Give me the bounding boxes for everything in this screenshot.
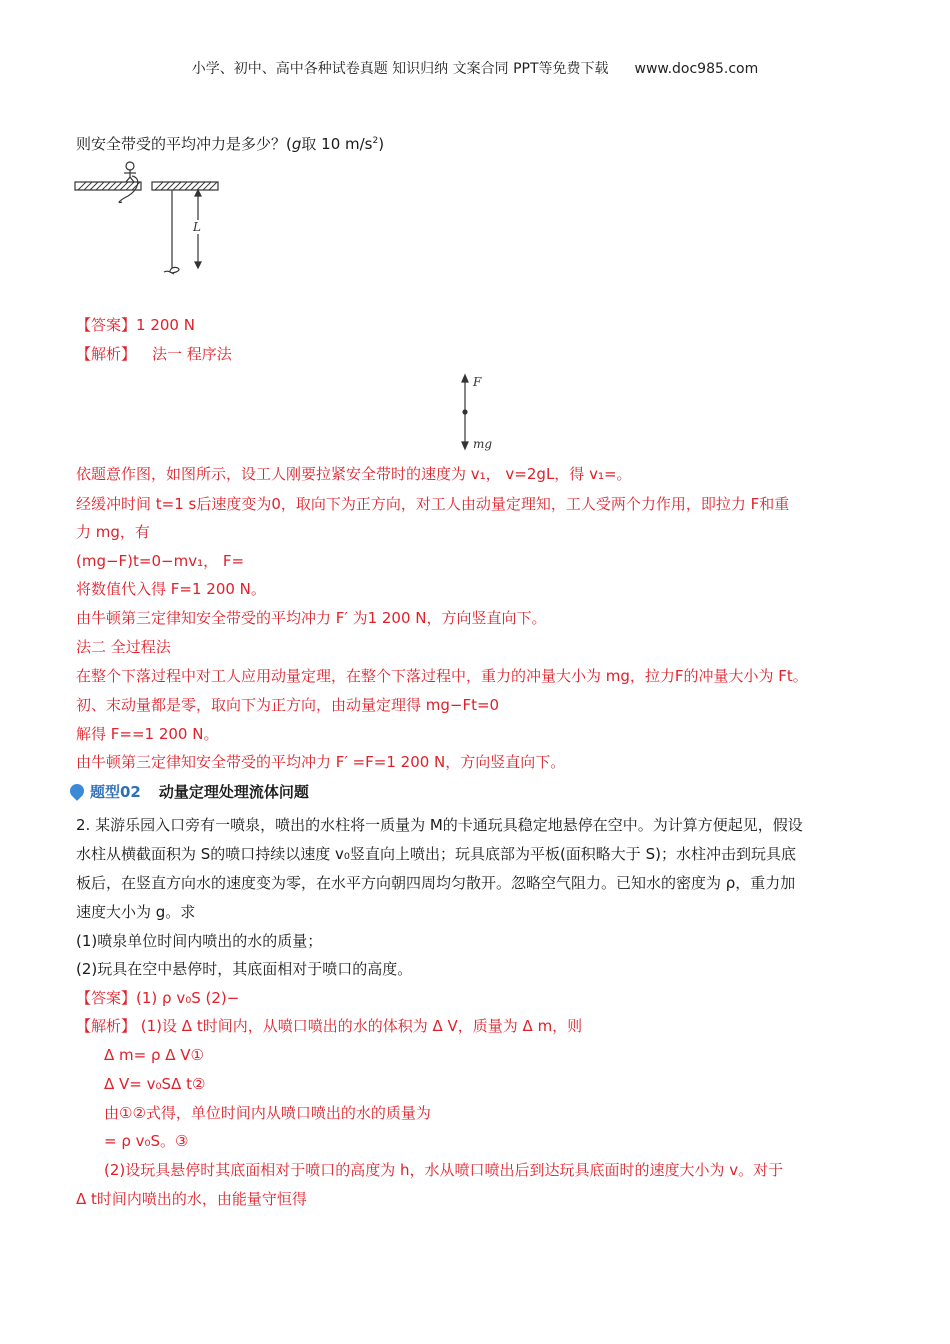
q1-line: 将数值代入得 F=1 200 N。 [76,580,266,598]
answer-label: 【答案】 [76,989,137,1007]
q1-line: 由牛顿第三定律知安全带受的平均冲力 F′ =F=1 200 N，方向竖直向下。 [76,753,566,771]
analysis-label: 【解析】 [76,345,137,363]
map-pin-icon [67,781,87,801]
force-diagram [455,372,515,454]
q1-line: 在整个下落过程中对工人应用动量定理，在整个下落过程中，重力的冲量大小为 mg，拉力F的冲量大小为 Ft。 [76,667,808,685]
analysis-label: 【解析】 [76,1017,137,1035]
q1-line: 力 mg，有 [76,523,150,541]
section-tag: 题型02 [90,783,141,801]
q2-line: Δ m= ρ Δ V① [104,1046,205,1064]
q2-analysis-line [76,1016,582,1036]
q2-line: = ρ v₀S。③ [104,1132,189,1150]
paren-close: ) [378,135,385,153]
header-text: 小学、初中、高中各种试卷真题 知识归纳 文案合同 PPT等免费下载 [191,61,609,77]
method-one: 法一 程序法 [152,345,232,363]
question-tail [76,134,384,154]
q2-stem-line: (1)喷泉单位时间内喷出的水的质量； [76,932,323,950]
section-title: 动量定理处理流体问题 [158,783,309,801]
q2-line: (2)设玩具悬停时其底面相对于喷口的高度为 h，水从喷口喷出后到达玩具底面时的速度大小为 v。对于 [104,1161,784,1179]
q2-stem-line: 板后，在竖直方向水的速度变为零，在水平方向朝四周均匀散开。忽略空气阻力。已知水的密度为 ρ，重力加 [76,874,796,892]
mass-point [462,409,467,414]
g-symbol: g [291,135,302,153]
exponent: 2 [372,136,379,146]
safety-belt-figure [72,160,232,280]
answer-value: 1 200 N [136,316,195,334]
analysis-first: (1)设 Δ t时间内，从喷口喷出的水的体积为 Δ V，质量为 Δ m，则 [136,1017,583,1035]
q2-stem-line: 速度大小为 g。求 [76,903,196,921]
force-F-label: F [473,375,482,389]
q2-line: Δ t时间内喷出的水，由能量守恒得 [76,1190,307,1208]
q2-stem-line: 2. 某游乐园入口旁有一喷泉，喷出的水柱将一质量为 M的卡通玩具稳定地悬停在空中。为计算方便起见，假设 [76,816,803,834]
question-tail-text: 则安全带受的平均冲力是多少？( [76,135,292,153]
header-site-link[interactable]: www.doc985.com [634,61,759,77]
analysis-line-1 [76,344,232,364]
g-value: 取 10 m/s [301,135,373,153]
q1-line: 解得 F==1 200 N。 [76,725,219,743]
answer-value: (1) ρ v₀S (2)− [136,989,240,1007]
q1-line: 由牛顿第三定律知安全带受的平均冲力 F′ 为1 200 N，方向竖直向下。 [76,609,547,627]
q2-stem-line: 水柱从横截面积为 S的喷口持续以速度 v₀竖直向上喷出；玩具底部为平板(面积略大于 S)；水柱冲击到玩具底 [76,845,796,863]
q2-line: Δ V= v₀SΔ t② [104,1075,206,1093]
section-heading [70,781,309,802]
page-header [0,58,950,78]
q2-stem-line: (2)玩具在空中悬停时，其底面相对于喷口的高度。 [76,960,413,978]
length-label: L [193,220,201,234]
q1-line: 法二 全过程法 [76,638,171,656]
force-mg-label: mg [473,437,493,451]
q1-line: 经缓冲时间 t=1 s后速度变为0，取向下为正方向，对工人由动量定理知，工人受两个力作用，即拉力 F和重 [76,495,790,513]
q2-line: 由①②式得，单位时间内从喷口喷出的水的质量为 [104,1104,431,1122]
q1-line: (mg−F)t=0−mv₁， F= [76,552,245,570]
answer-label: 【答案】 [76,316,137,334]
q1-line: 依题意作图，如图所示，设工人刚要拉紧安全带时的速度为 v₁， v=2gL，得 v₁=。 [76,465,632,483]
answer-line-1 [76,315,195,335]
q2-answer-line [76,988,239,1008]
q1-line: 初、末动量都是零，取向下为正方向，由动量定理得 mg−Ft=0 [76,696,500,714]
